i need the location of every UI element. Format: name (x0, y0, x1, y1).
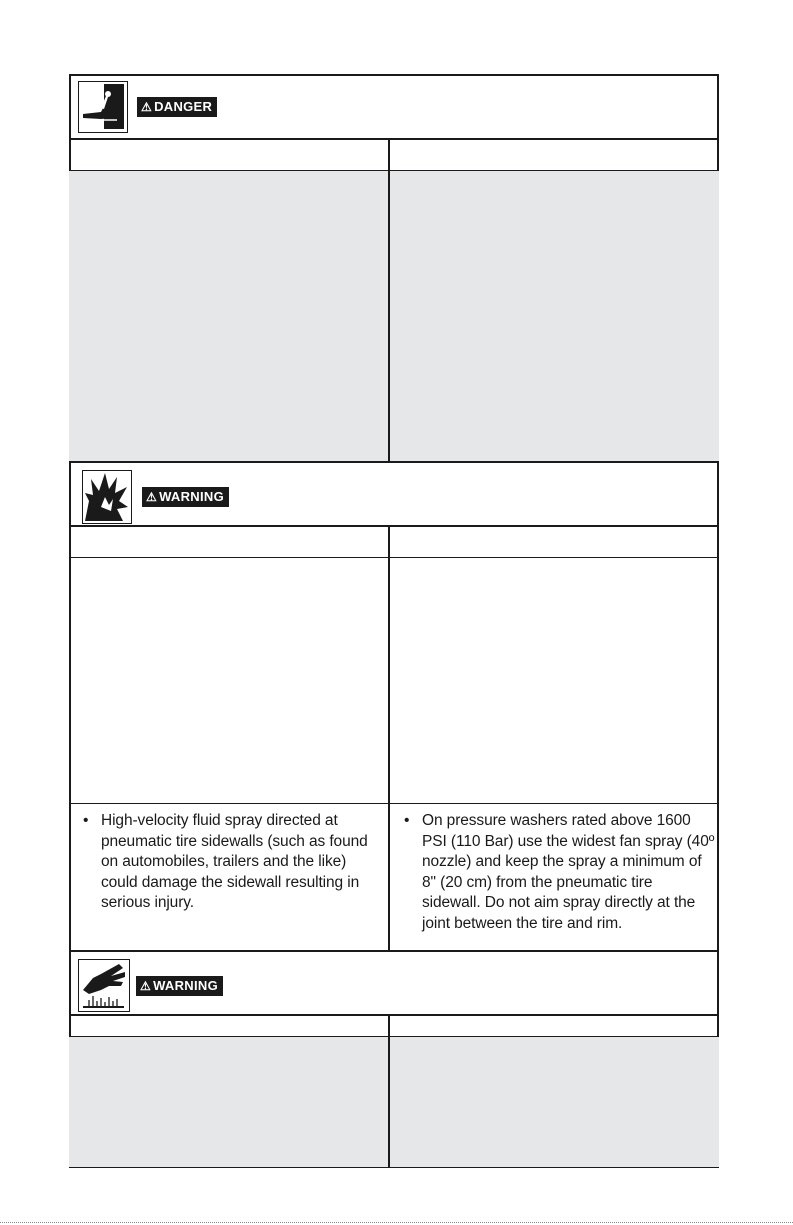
tire-prevention-text: On pressure washers rated above 1600 PSI (110 Bar) use the widest fan spray (40º nozzle) and keep the spray a minimum of 8" (20 cm) from the pneumatic tire sidewall. Do not aim spray directly at the joint between the tire and rim. (422, 812, 715, 932)
warning-burn-body-right (390, 1037, 719, 1167)
warning-explosion-heading-left (69, 527, 390, 557)
warning-burn-header (69, 950, 719, 1016)
tire-row-left-cell (69, 804, 390, 951)
injection-hazard-icon (78, 81, 128, 133)
bullet-dot: • (404, 812, 410, 829)
bullet-dot: • (83, 812, 89, 829)
warning-explosion-heading-right (390, 527, 719, 557)
warning-burn-label: WARNING (153, 978, 218, 993)
warning-burn-column-headings (69, 1016, 719, 1037)
danger-heading-left (69, 140, 390, 170)
warning-burn-body (69, 1037, 719, 1167)
danger-column-headings (69, 140, 719, 171)
page-edge-divider (0, 1222, 793, 1223)
danger-heading-right (390, 140, 719, 170)
danger-body (69, 171, 719, 462)
warning-explosion-body-right (390, 558, 719, 803)
danger-header (69, 74, 719, 140)
warning-explosion-body-left (69, 558, 390, 803)
warning-burn-heading-right (390, 1016, 719, 1036)
tire-sidewall-row (69, 803, 719, 951)
tire-hazard-text: High-velocity fluid spray directed at pneumatic tire sidewalls (such as found on automobiles, trailers and the like) could damage the sidewall resulting in serious injury. (101, 812, 368, 911)
tire-row-right-cell (390, 804, 719, 951)
danger-label: DANGER (154, 99, 213, 114)
warning-explosion-label: WARNING (159, 489, 224, 504)
warning-burn-body-left (69, 1037, 390, 1167)
danger-badge (137, 97, 217, 117)
alert-triangle-icon: ⚠ (146, 490, 158, 504)
warning-burn-heading-left (69, 1016, 390, 1036)
warning-explosion-body (69, 558, 719, 803)
danger-body-left (69, 171, 390, 462)
warning-explosion-badge (142, 487, 229, 507)
warning-explosion-header (69, 461, 719, 527)
explosion-icon (82, 470, 132, 524)
alert-triangle-icon: ⚠ (141, 100, 153, 114)
danger-body-right (390, 171, 719, 462)
warning-burn-badge (136, 976, 223, 996)
hot-surface-hand-icon (78, 959, 130, 1012)
alert-triangle-icon: ⚠ (140, 979, 152, 993)
warning-explosion-column-headings (69, 527, 719, 558)
